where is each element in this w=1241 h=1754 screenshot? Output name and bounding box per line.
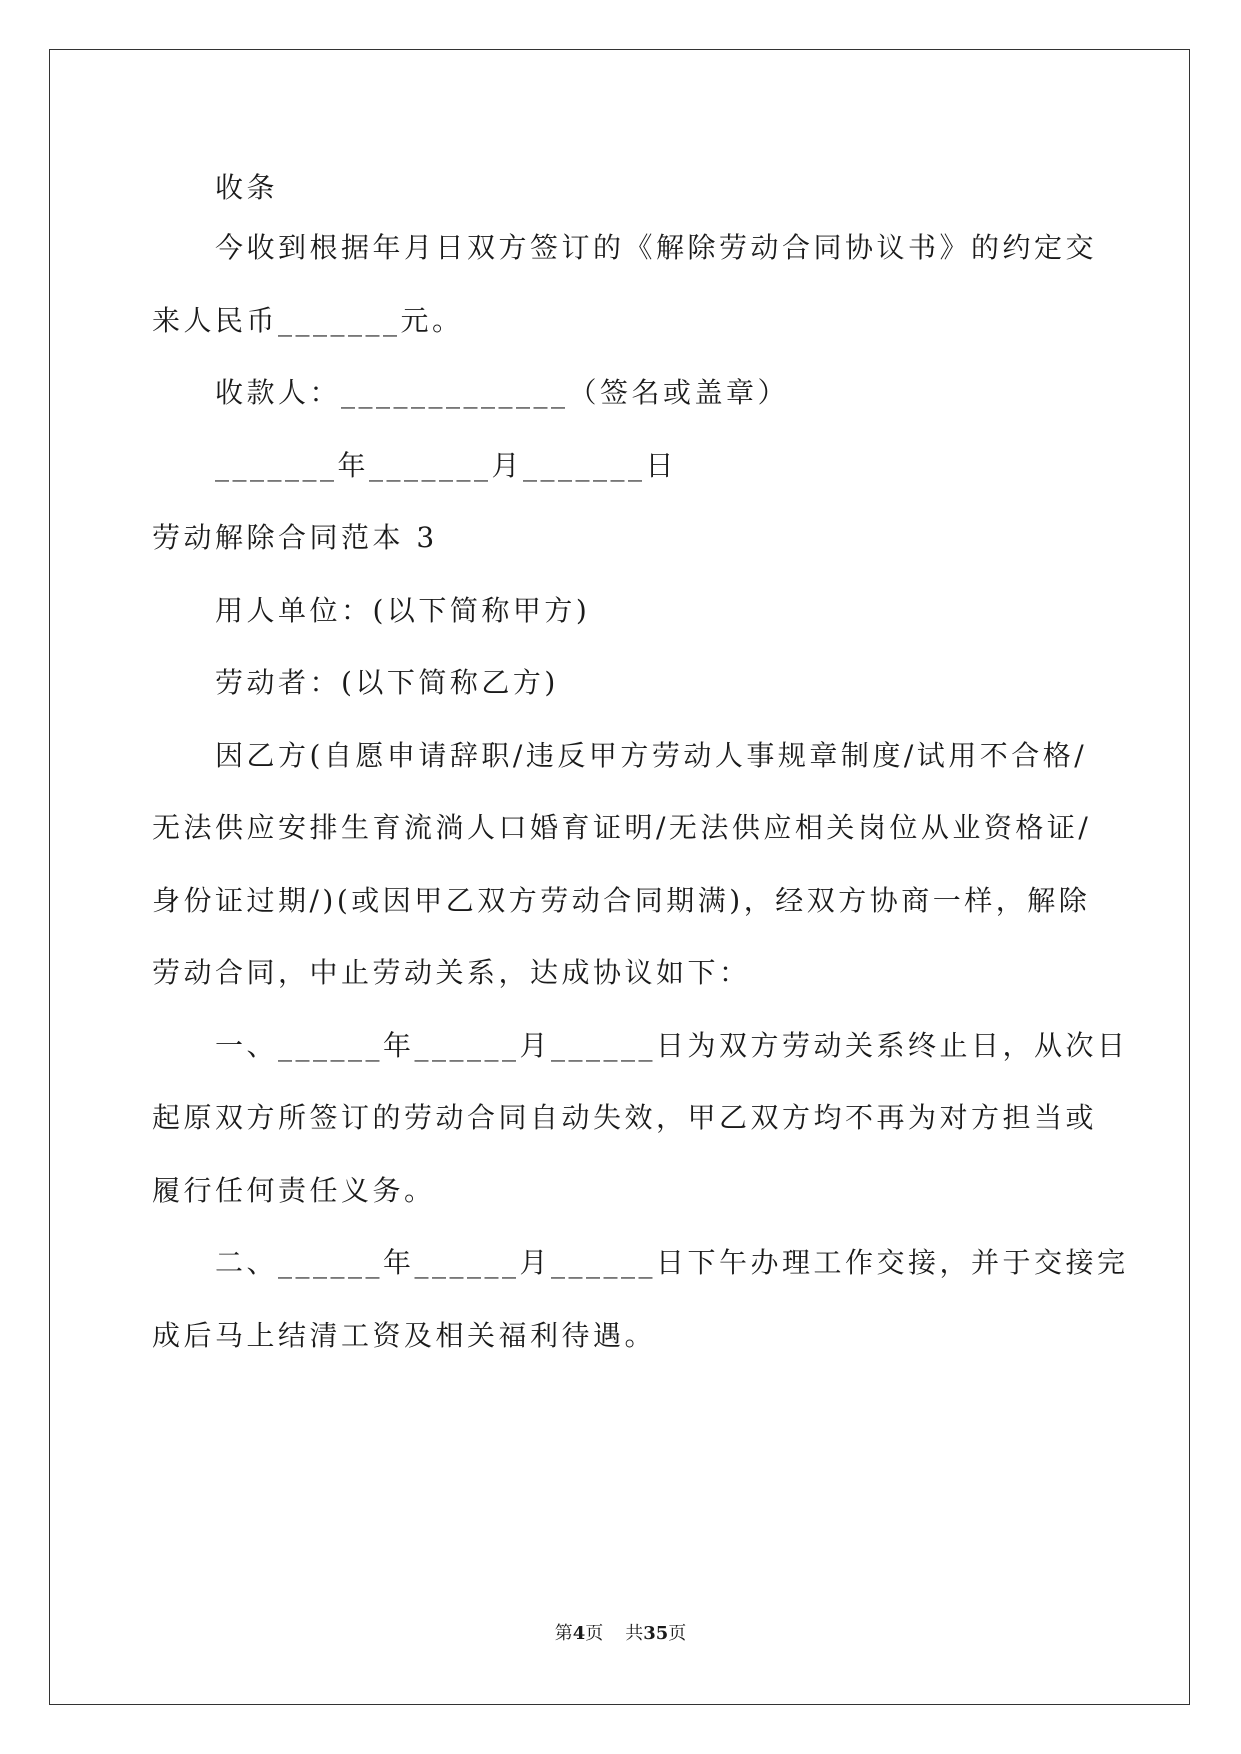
paragraph-line: 来人民币_______元。 [152,304,464,337]
paragraph-line: 无法供应安排生育流淌人口婚育证明/无法供应相关岗位从业资格证/ [152,811,1092,844]
clause-one-line: 一、______年______月______日为双方劳动关系终止日，从次日 [215,1029,1129,1062]
paragraph-line: 成后马上结清工资及相关福利待遇。 [152,1319,657,1352]
paragraph-line: 身份证过期/)(或因甲乙双方劳动合同期满)，经双方协商一样，解除 [152,884,1091,917]
employer-line: 用人单位：(以下简称甲方) [215,594,591,627]
footer-total-suffix: 页 [668,1623,687,1644]
paragraph-line: 起原双方所签订的劳动合同自动失效，甲乙双方均不再为对方担当或 [152,1101,1098,1134]
page-border [49,49,1190,1705]
payee-signature-line: 收款人：_____________（签名或盖章） [215,376,790,409]
page-number: 4 [572,1623,586,1644]
section-heading: 劳动解除合同范本 3 [152,521,438,554]
clause-two-line: 二、______年______月______日下午办理工作交接，并于交接完 [215,1246,1129,1279]
receipt-title: 收条 [215,171,279,204]
employee-line: 劳动者：(以下简称乙方) [215,666,559,699]
page-footer [0,1622,1241,1646]
paragraph-line: 履行任何责任义务。 [152,1174,436,1207]
date-line: _______年_______月_______日 [215,449,678,482]
total-pages: 35 [643,1623,669,1644]
paragraph-line: 劳动合同，中止劳动关系，达成协议如下： [152,956,751,989]
footer-prefix: 第 [554,1623,573,1644]
footer-page-suffix: 页 [585,1623,604,1644]
paragraph-line: 因乙方(自愿申请辞职/违反甲方劳动人事规章制度/试用不合格/ [215,739,1088,772]
footer-total-prefix: 共 [625,1623,644,1644]
paragraph-line: 今收到根据年月日双方签订的《解除劳动合同协议书》的约定交 [215,231,1098,264]
